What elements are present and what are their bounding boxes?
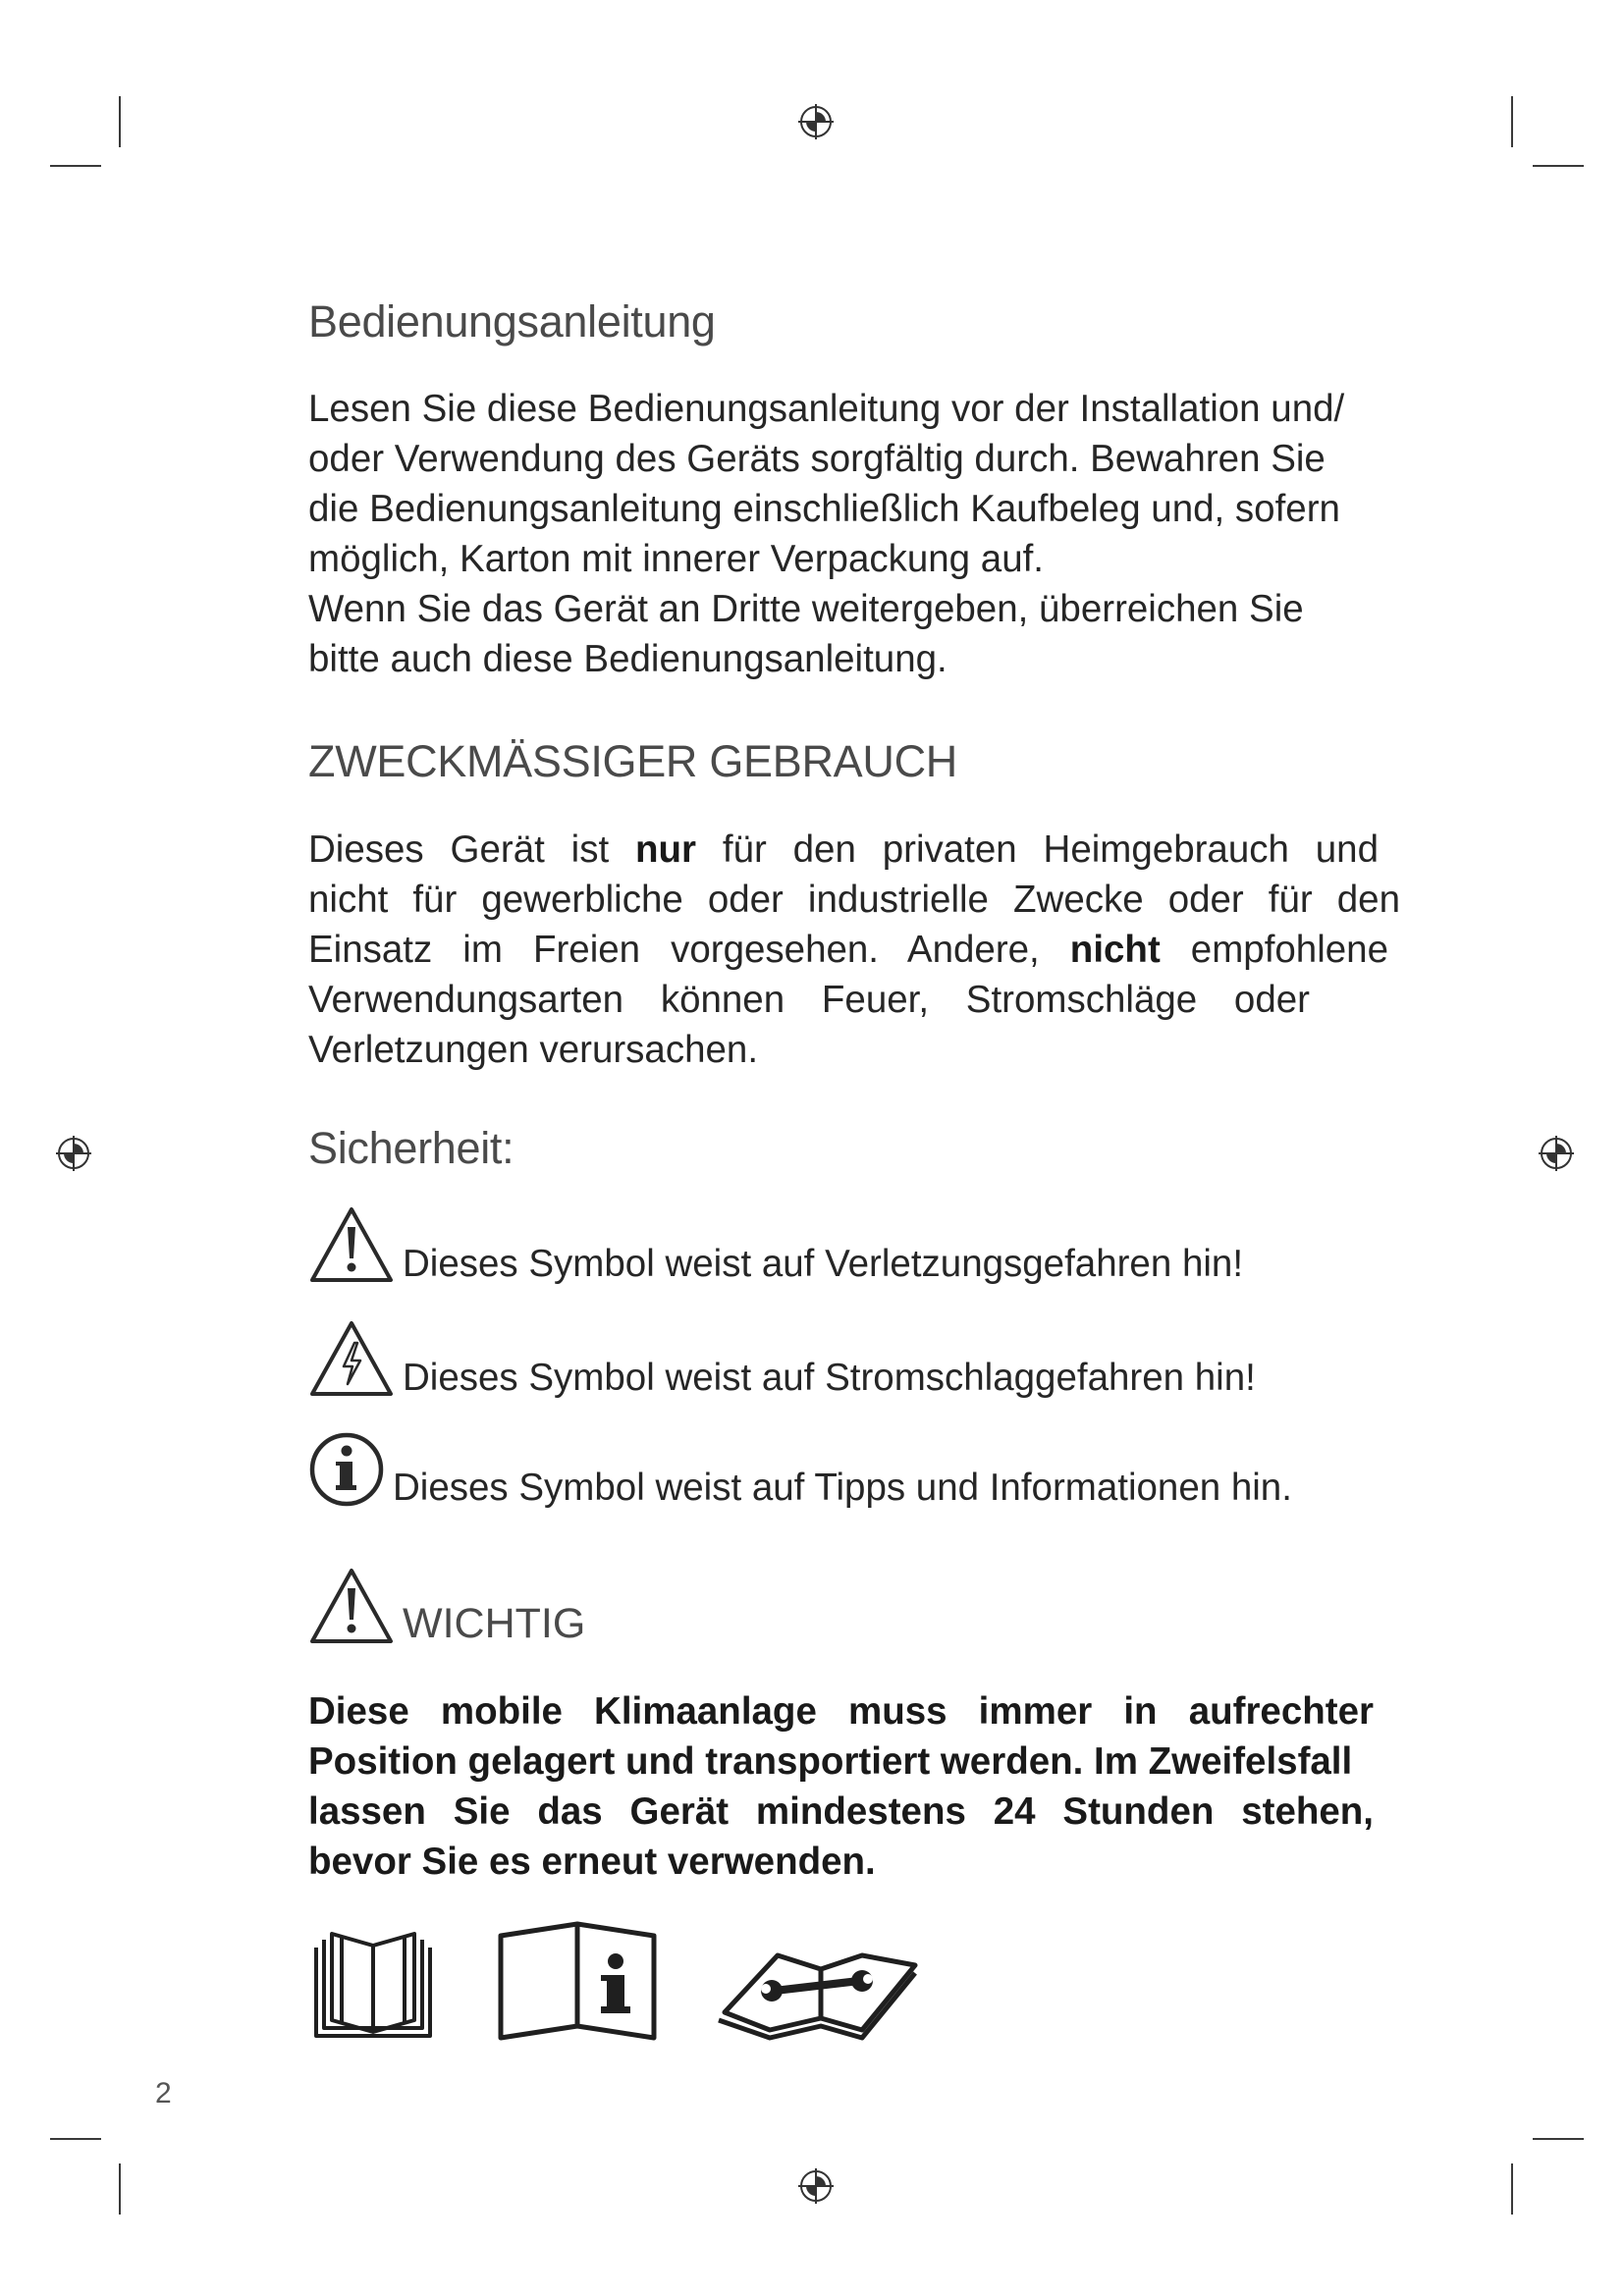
safety-symbol-row-info	[308, 1431, 1292, 1508]
instructions-line: bitte auch diese Bedienungsanleitung.	[308, 638, 947, 680]
service-manual-icon	[715, 1936, 923, 2044]
instructions-line: Wenn Sie das Gerät an Dritte weitergeben, überreichen Sie	[308, 588, 1304, 630]
section-heading-intended-use: ZWECKMÄSSIGER GEBRAUCH	[308, 736, 957, 786]
instructions-line: oder Verwendung des Geräts sorgfältig durch. Bewahren Sie	[308, 438, 1326, 480]
safety-symbol-text: Dieses Symbol weist auf Verletzungsgefahren hin!	[403, 1243, 1244, 1285]
section-heading-safety: Sicherheit:	[308, 1123, 514, 1173]
safety-symbol-row-injury	[308, 1205, 1243, 1284]
text-run: für den privaten Heimgebrauch und	[696, 828, 1379, 871]
important-label-row	[308, 1567, 585, 1645]
manual-icons-row	[308, 1916, 923, 2044]
crop-mark-bottom-right-horizontal	[1533, 2138, 1584, 2140]
intended-use-line: Verwendungsarten können Feuer, Stromschläge oder	[308, 979, 1310, 1021]
intended-use-line	[308, 925, 1388, 975]
open-book-icon	[308, 1930, 438, 2044]
book-info-icon	[495, 1916, 660, 2044]
warning-triangle-icon	[308, 1205, 395, 1284]
text-run: empfohlene	[1160, 929, 1389, 971]
important-line: bevor Sie es erneut verwenden.	[308, 1841, 876, 1883]
intended-use-paragraph	[308, 825, 1400, 1075]
crop-mark-bottom-left-horizontal	[50, 2138, 101, 2140]
emphasis-nicht: nicht	[1069, 929, 1161, 971]
instructions-line: möglich, Karton mit innerer Verpackung auf.	[308, 538, 1045, 580]
registration-mark-left-icon	[54, 1134, 93, 1173]
safety-symbol-row-electric	[308, 1319, 1256, 1398]
instructions-line: Lesen Sie diese Bedienungsanleitung vor der Installation und/	[308, 388, 1345, 430]
crop-mark-bottom-right-vertical	[1511, 2163, 1513, 2215]
important-label: WICHTIG	[403, 1600, 586, 1647]
important-line: lassen Sie das Gerät mindestens 24 Stunden stehen,	[308, 1790, 1374, 1833]
important-paragraph	[308, 1686, 1418, 1887]
important-line: Diese mobile Klimaanlage muss immer in aufrechter	[308, 1690, 1374, 1733]
instructions-line: die Bedienungsanleitung einschließlich Kaufbeleg und, sofern	[308, 488, 1340, 530]
intended-use-line: nicht für gewerbliche oder industrielle Zwecke oder für den	[308, 879, 1400, 921]
page-number: 2	[155, 2077, 172, 2109]
crop-mark-top-left-vertical	[119, 96, 121, 147]
registration-mark-bottom-icon	[796, 2166, 836, 2206]
text-run: Einsatz im Freien vorgesehen. Andere,	[308, 929, 1070, 971]
electric-hazard-icon	[308, 1319, 395, 1398]
text-run: Dieses Gerät ist	[308, 828, 635, 871]
crop-mark-top-right-vertical	[1511, 96, 1513, 147]
info-circle-icon	[308, 1431, 385, 1508]
section-heading-instructions: Bedienungsanleitung	[308, 296, 716, 347]
registration-mark-right-icon	[1537, 1134, 1576, 1173]
safety-symbol-text: Dieses Symbol weist auf Stromschlaggefahren hin!	[403, 1357, 1256, 1399]
intended-use-line: Verletzungen verursachen.	[308, 1029, 759, 1071]
emphasis-nur: nur	[635, 828, 697, 871]
crop-mark-top-left-horizontal	[50, 165, 101, 167]
crop-mark-top-right-horizontal	[1533, 165, 1584, 167]
crop-mark-bottom-left-vertical	[119, 2163, 121, 2215]
important-line: Position gelagert und transportiert werden. Im Zweifelsfall	[308, 1740, 1353, 1783]
warning-triangle-icon	[308, 1567, 395, 1645]
registration-mark-top-icon	[796, 102, 836, 141]
instructions-paragraph	[308, 384, 1413, 684]
safety-symbol-text: Dieses Symbol weist auf Tipps und Informationen hin.	[393, 1467, 1292, 1509]
intended-use-line	[308, 825, 1379, 875]
